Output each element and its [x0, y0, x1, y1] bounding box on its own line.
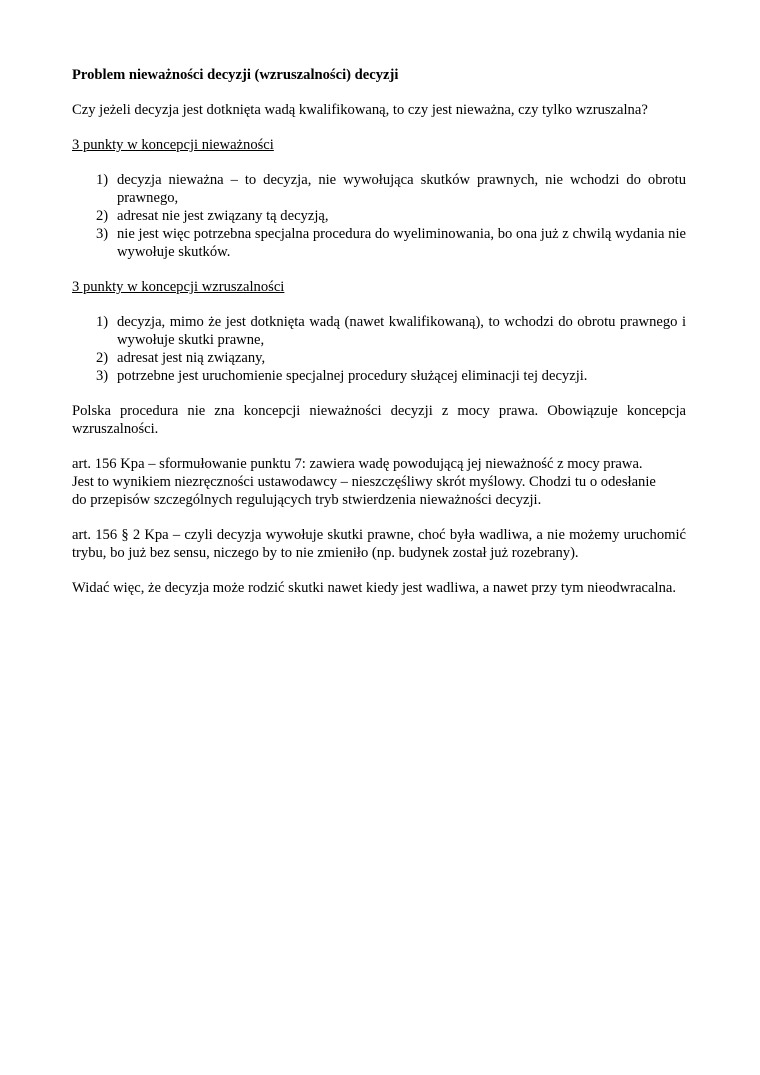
art-156-line: Jest to wynikiem niezręczności ustawodawcy – nieszczęśliwy skrót myślowy. Chodzi tu o odesłanie: [72, 474, 656, 490]
list-item-text: potrzebne jest uruchomienie specjalnej procedury służącej eliminacji tej decyzji.: [117, 368, 588, 384]
list-item-text: decyzja nieważna – to decyzja, nie wywołująca skutków prawnych, nie wchodzi do obrotu prawnego,: [117, 172, 686, 206]
list-item: [96, 367, 686, 385]
conclusion-paragraph: Widać więc, że decyzja może rodzić skutki nawet kiedy jest wadliwa, a nawet przy tym nieodwracalna.: [72, 580, 676, 596]
list-item: [96, 313, 686, 349]
polska-procedura-paragraph: Polska procedura nie zna koncepcji nieważności decyzji z mocy prawa. Obowiązuje koncepcja wzruszalności.: [72, 403, 686, 437]
art-156-line: do przepisów szczególnych regulujących tryb stwierdzenia nieważności decyzji.: [72, 492, 542, 508]
list-item: [96, 225, 686, 261]
art-156-line: art. 156 Kpa – sformułowanie punktu 7: zawiera wadę powodującą jej nieważność z mocy prawa.: [72, 456, 643, 472]
section-1-heading: 3 punkty w koncepcji nieważności: [72, 137, 274, 153]
list-item-number: 3): [96, 226, 109, 242]
art-156-par-2-paragraph: art. 156 § 2 Kpa – czyli decyzja wywołuje skutki prawne, choć była wadliwa, a nie możemy uruchomić trybu, bo już bez sensu, niczego by to nie zmieniło (np. budynek został już rozebrany).: [72, 527, 686, 561]
list-item: [96, 207, 686, 225]
section-2-list: [72, 313, 686, 385]
list-item: [96, 349, 686, 367]
list-item-text: adresat nie jest związany tą decyzją,: [117, 208, 329, 224]
list-item-number: 2): [96, 350, 109, 366]
section-1-list: [72, 171, 686, 261]
document-page: [72, 66, 686, 614]
list-item-text: adresat jest nią związany,: [117, 350, 266, 366]
document-title: Problem nieważności decyzji (wzruszalności) decyzji: [72, 67, 399, 83]
list-item-text: nie jest więc potrzebna specjalna procedura do wyeliminowania, bo ona już z chwilą wydania nie wywołuje skutków.: [117, 226, 686, 260]
list-item: [96, 171, 686, 207]
list-item-number: 1): [96, 314, 109, 330]
section-2-heading: 3 punkty w koncepcji wzruszalności: [72, 279, 285, 295]
list-item-number: 3): [96, 368, 109, 384]
list-item-text: decyzja, mimo że jest dotknięta wadą (nawet kwalifikowaną), to wchodzi do obrotu prawnego i wywołuje skutki prawne,: [117, 314, 686, 348]
list-item-number: 2): [96, 208, 109, 224]
question-paragraph: Czy jeżeli decyzja jest dotknięta wadą kwalifikowaną, to czy jest nieważna, czy tylko wzruszalna?: [72, 102, 648, 118]
art-156-paragraph: [72, 455, 686, 509]
list-item-number: 1): [96, 172, 109, 188]
